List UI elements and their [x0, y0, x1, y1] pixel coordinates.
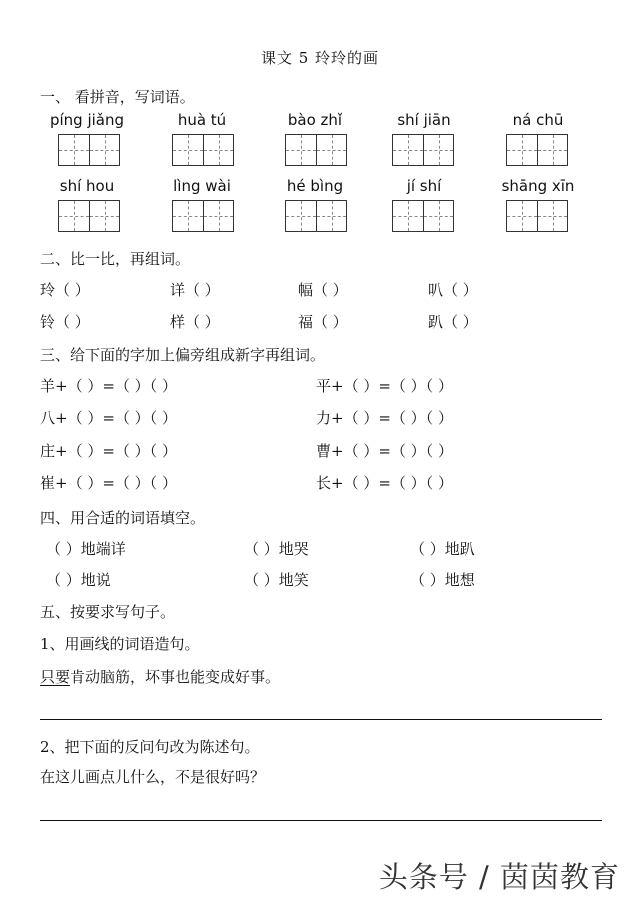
pinyin-2-2: lìng wài: [173, 177, 231, 195]
section-2-heading: 二、比一比，再组词。: [40, 250, 191, 268]
radical-item[interactable]: 崔+（ ）=（ ）（ ）: [40, 474, 177, 492]
answer-line[interactable]: [40, 820, 602, 821]
pinyin-1-3: bào zhǐ: [287, 111, 343, 129]
question-2-prompt: 2、把下面的反问句改为陈述句。: [40, 738, 260, 756]
radical-item[interactable]: 力+（ ）=（ ）（ ）: [316, 409, 453, 427]
fill-item[interactable]: （ ）地想: [410, 571, 475, 589]
pinyin-1-5: ná chū: [512, 111, 564, 129]
pinyin-1-1: píng jiǎng: [49, 111, 125, 129]
radical-item[interactable]: 曹+（ ）=（ ）（ ）: [316, 442, 453, 460]
question-1-sentence: [40, 666, 280, 687]
radical-item[interactable]: 八+（ ）=（ ）（ ）: [40, 409, 177, 427]
fill-item[interactable]: （ ）地笑: [244, 571, 309, 589]
radical-item[interactable]: 羊+（ ）=（ ）（ ）: [40, 377, 177, 395]
writing-grid[interactable]: [172, 200, 234, 232]
section-1-heading: 一、 看拼音，写词语。: [40, 88, 195, 106]
sentence-rest: 肯动脑筋，坏事也能变成好事。: [70, 668, 281, 686]
section-4-heading: 四、用合适的词语填空。: [40, 509, 206, 527]
compare-item[interactable]: 样（ ）: [170, 313, 220, 331]
answer-line[interactable]: [40, 719, 602, 720]
section-3-heading: 三、给下面的字加上偏旁组成新字再组词。: [40, 346, 326, 364]
compare-item[interactable]: 叭（ ）: [428, 281, 478, 299]
fill-item[interactable]: （ ）地端详: [46, 540, 126, 558]
section-5-heading: 五、按要求写句子。: [40, 603, 176, 621]
pinyin-2-1: shí hou: [59, 177, 115, 195]
page-title: 课文 5 玲玲的画: [260, 49, 380, 67]
writing-grid[interactable]: [506, 134, 568, 166]
pinyin-2-5: shāng xīn: [501, 177, 575, 195]
fill-item[interactable]: （ ）地趴: [410, 540, 475, 558]
pinyin-2-4: jí shí: [406, 177, 442, 195]
fill-item[interactable]: （ ）地哭: [244, 540, 309, 558]
compare-item[interactable]: 铃（ ）: [40, 313, 90, 331]
fill-item[interactable]: （ ）地说: [46, 571, 111, 589]
compare-item[interactable]: 幅（ ）: [298, 281, 348, 299]
writing-grid[interactable]: [392, 200, 454, 232]
watermark: 头条号 / 茵茵教育: [378, 860, 620, 894]
writing-grid[interactable]: [506, 200, 568, 232]
compare-item[interactable]: 福（ ）: [298, 313, 348, 331]
writing-grid[interactable]: [285, 134, 347, 166]
writing-grid[interactable]: [58, 200, 120, 232]
compare-item[interactable]: 详（ ）: [170, 281, 220, 299]
writing-grid[interactable]: [58, 134, 120, 166]
writing-grid[interactable]: [172, 134, 234, 166]
compare-item[interactable]: 玲（ ）: [40, 281, 90, 299]
question-1-prompt: 1、用画线的词语造句。: [40, 635, 200, 653]
underlined-word: 只要: [40, 668, 71, 686]
compare-item[interactable]: 趴（ ）: [428, 313, 478, 331]
writing-grid[interactable]: [285, 200, 347, 232]
radical-item[interactable]: 平+（ ）=（ ）（ ）: [316, 377, 453, 395]
pinyin-1-4: shí jiān: [397, 111, 451, 129]
pinyin-1-2: huà tú: [177, 111, 227, 129]
writing-grid[interactable]: [392, 134, 454, 166]
pinyin-2-3: hé bìng: [286, 177, 344, 195]
radical-item[interactable]: 长+（ ）=（ ）（ ）: [316, 474, 453, 492]
question-2-sentence: 在这儿画点儿什么，不是很好吗？: [40, 768, 266, 786]
radical-item[interactable]: 庄+（ ）=（ ）（ ）: [40, 442, 177, 460]
